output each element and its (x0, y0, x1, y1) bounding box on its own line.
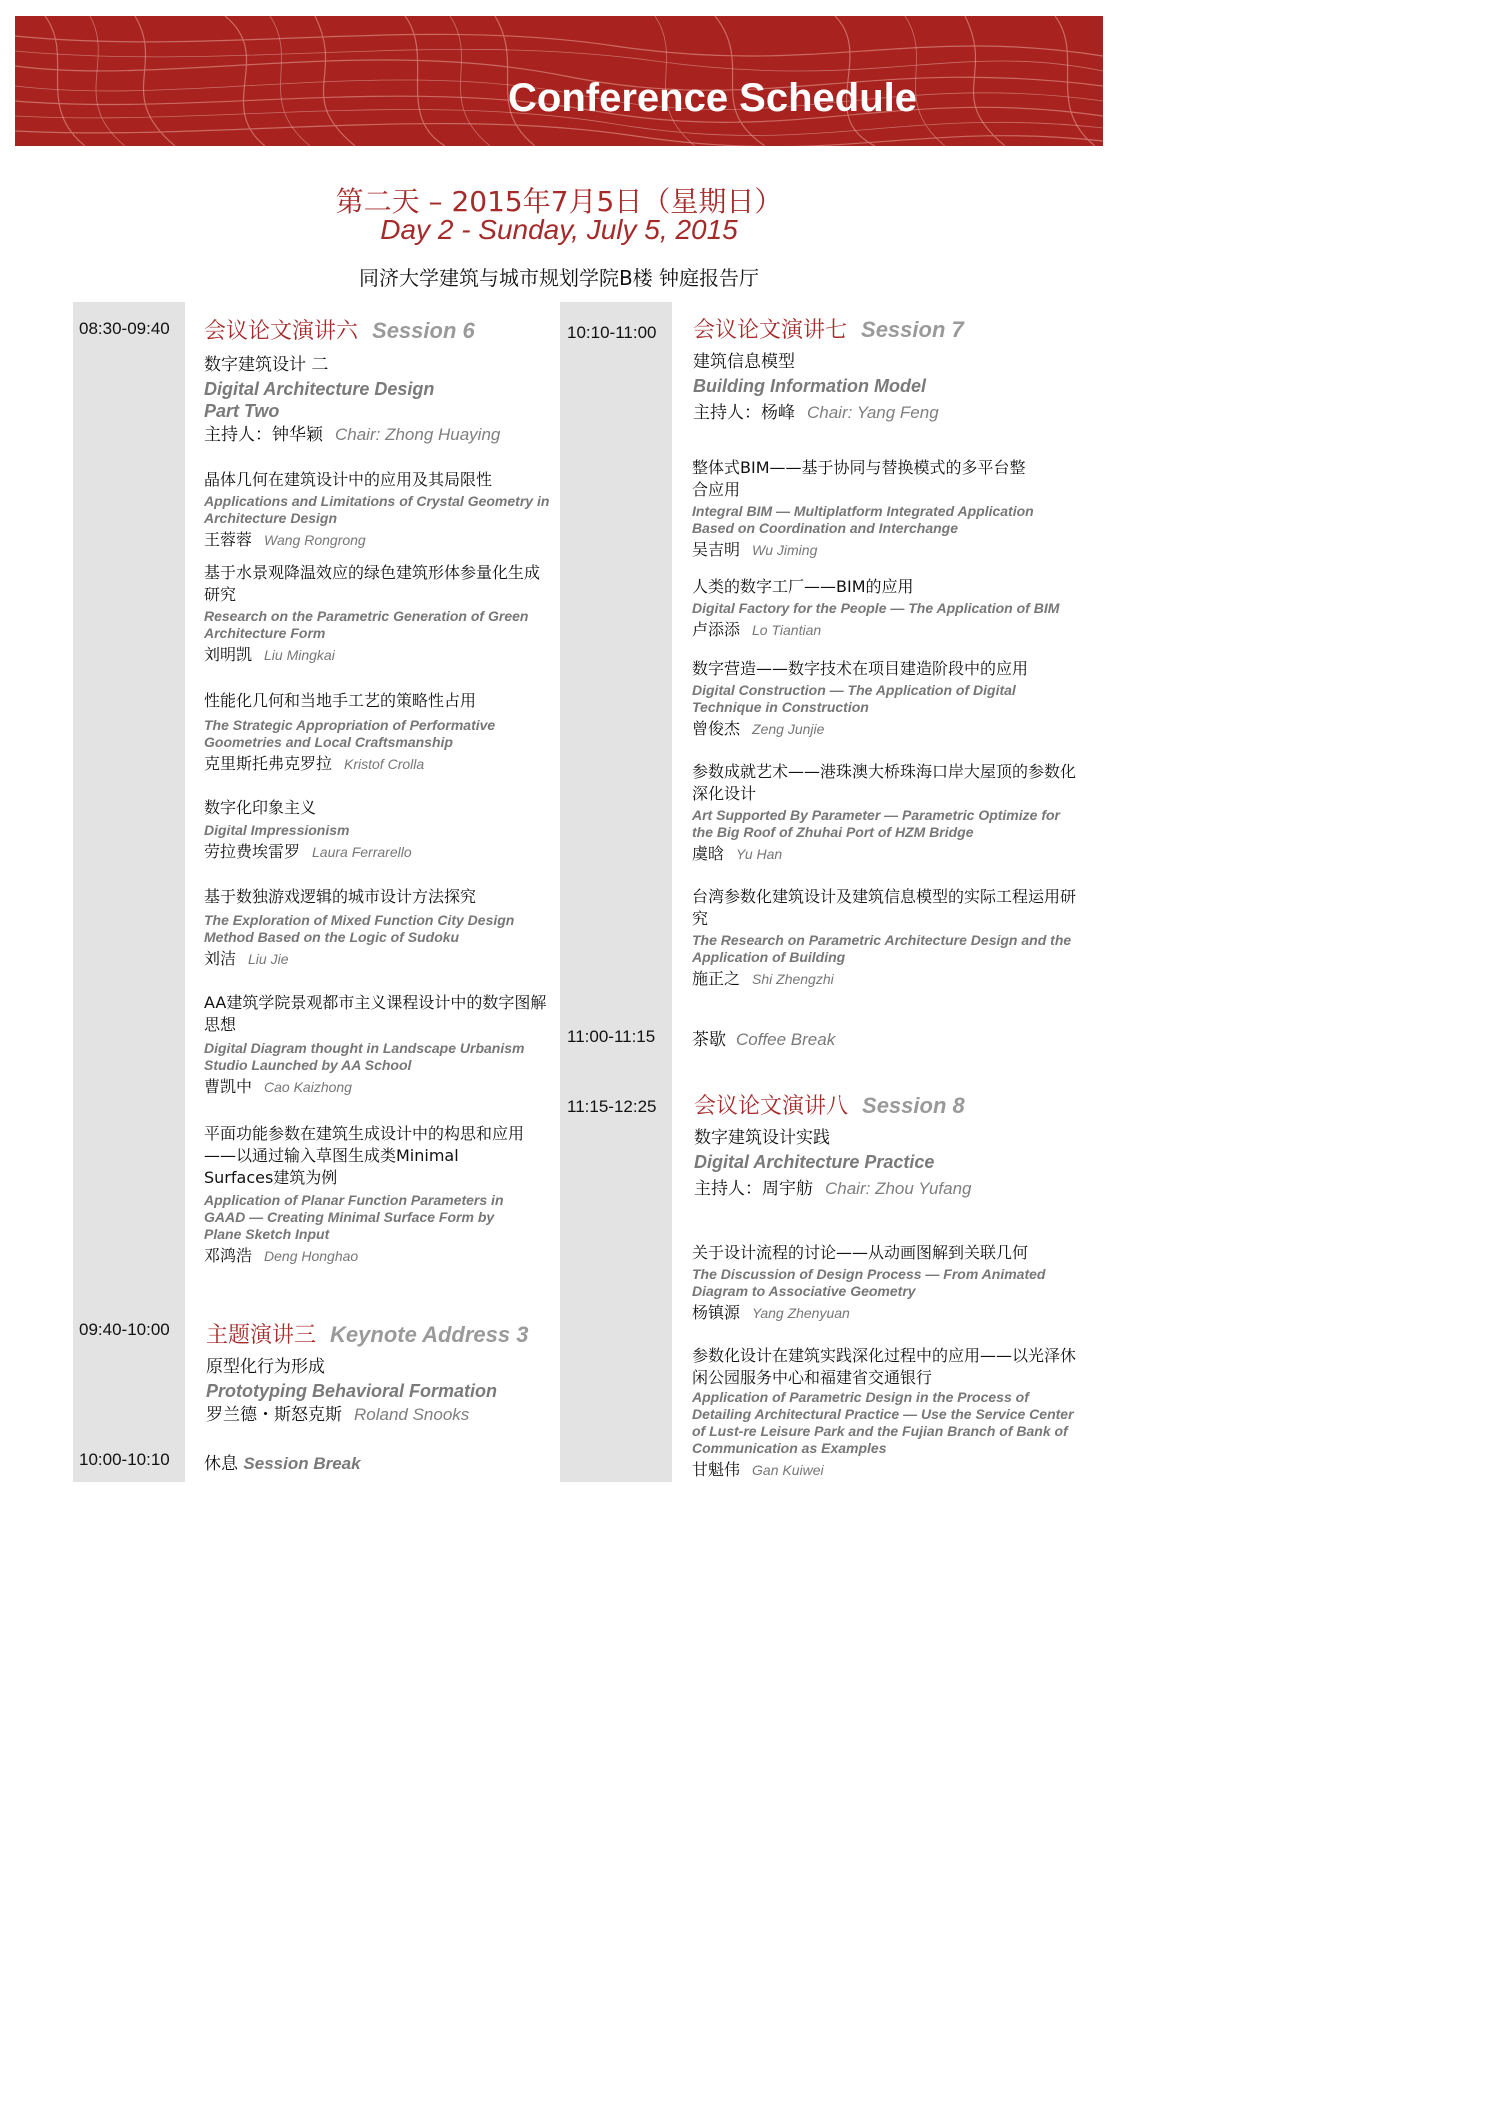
paper-title-cn: 参数化设计在建筑实践深化过程中的应用——以光泽休闲公园服务中心和福建省交通银行 (692, 1346, 1077, 1387)
day-title-cn: 第二天 – 2015年7月5日（星期日） (335, 185, 783, 218)
session-break: 休息 Session Break (204, 1454, 361, 1474)
session-8-chair: 主持人：周宇舫 Chair: Zhou Yufang (694, 1179, 972, 1199)
paper-title-cn: 数字化印象主义 (204, 798, 317, 817)
paper-s6-6 (204, 992, 554, 1098)
paper-author: 克里斯托弗克罗拉 Kristof Crolla (204, 754, 425, 773)
paper-title-cn: 基于数独游戏逻辑的城市设计方法探究 (204, 887, 477, 906)
session-8-topic-cn: 数字建筑设计实践 (694, 1128, 830, 1148)
paper-s7-1 (692, 457, 1037, 561)
day-title-en: Day 2 - Sunday, July 5, 2015 (380, 214, 738, 245)
paper-title-cn: 人类的数字工厂——BIM的应用 (692, 577, 914, 596)
paper-title-en: Integral BIM — Multiplatform Integrated Application Based on Coordination and Interchange (692, 503, 1034, 536)
session-6-topic-cn: 数字建筑设计 二 (204, 355, 329, 375)
paper-title-en: The Discussion of Design Process — From Animated Diagram to Associative Geometry (692, 1266, 1046, 1299)
paper-author: 刘洁 Liu Jie (204, 949, 289, 968)
session-7-topic-en: Building Information Model (693, 376, 926, 396)
paper-title-en: Application of Parametric Design in the Process of Detailing Architectural Practice — Use the Service Center of Lust-re Leisure Park and the Fujian Branch of Bank of Communication as Examples (692, 1389, 1074, 1456)
paper-author: 曾俊杰 Zeng Junjie (692, 719, 825, 738)
session-6-chair: 主持人：钟华颖 Chair: Zhong Huaying (204, 425, 501, 445)
paper-title-en: Digital Diagram thought in Landscape Urbanism Studio Launched by AA School (204, 1040, 525, 1073)
paper-author: 邓鸿浩 Deng Honghao (204, 1246, 359, 1265)
time-session-7: 10:10-11:00 (567, 323, 657, 342)
paper-s8-1 (692, 1242, 1084, 1324)
header-banner (15, 16, 1103, 146)
paper-s8-2 (692, 1345, 1084, 1481)
time-coffee-break: 11:00-11:15 (567, 1027, 656, 1046)
paper-title-en: Research on the Parametric Generation of Green Architecture Form (204, 608, 529, 641)
keynote-3-speaker: 罗兰德・斯怒克斯 Roland Snooks (206, 1405, 470, 1425)
keynote-3 (206, 1320, 556, 1428)
paper-title-en: The Strategic Appropriation of Performative Goometries and Local Craftsmanship (204, 717, 496, 750)
session-6-title: 会议论文演讲六 Session 6 (204, 318, 475, 344)
paper-title-en: Applications and Limitations of Crystal Geometry in Architecture Design (204, 493, 550, 526)
paper-s6-2 (204, 562, 554, 666)
session-6 (204, 316, 556, 448)
paper-title-en: Digital Impressionism (204, 822, 350, 838)
paper-author: 卢添添 Lo Tiantian (692, 620, 822, 639)
paper-title-cn: 台湾参数化建筑设计及建筑信息模型的实际工程运用研究 (692, 887, 1077, 928)
paper-s7-3 (692, 658, 1087, 740)
paper-title-en: The Research on Parametric Architecture Design and the Application of Building (692, 932, 1072, 965)
paper-author: 劳拉费埃雷罗 Laura Ferrarello (204, 842, 412, 861)
coffee-break: 茶歇 Coffee Break (692, 1030, 836, 1050)
paper-author: 杨镇源 Yang Zhenyuan (692, 1303, 850, 1322)
session-7 (693, 315, 1083, 426)
paper-s7-2 (692, 576, 1087, 641)
time-session-8: 11:15-12:25 (567, 1097, 657, 1116)
paper-title-cn: 关于设计流程的讨论——从动画图解到关联几何 (692, 1243, 1029, 1262)
session-8-title: 会议论文演讲八 Session 8 (694, 1093, 965, 1119)
paper-author: 虞晗 Yu Han (692, 844, 783, 863)
session-6-topic-en: Digital Architecture Design Part Two (204, 379, 435, 421)
paper-s6-1 (204, 469, 554, 551)
paper-s6-7 (204, 1123, 526, 1267)
paper-s7-5 (692, 886, 1084, 990)
paper-s7-4 (692, 761, 1084, 865)
paper-title-en: Art Supported By Parameter — Parametric Optimize for the Big Roof of Zhuhai Port of HZM Bridge (692, 807, 1060, 840)
paper-s6-3 (204, 690, 554, 775)
paper-title-cn: 平面功能参数在建筑生成设计中的构思和应用——以通过输入草图生成类Minimal Surfaces建筑为例 (204, 1124, 525, 1187)
paper-title-cn: 整体式BIM——基于协同与替换模式的多平台整合应用 (692, 458, 1026, 499)
paper-title-cn: 数字营造——数字技术在项目建造阶段中的应用 (692, 659, 1029, 678)
paper-title-cn: 参数成就艺术——港珠澳大桥珠海口岸大屋顶的参数化深化设计 (692, 762, 1077, 803)
paper-author: 王蓉蓉 Wang Rongrong (204, 530, 366, 549)
banner-title: Conference Schedule (508, 76, 918, 120)
paper-title-en: The Exploration of Mixed Function City Design Method Based on the Logic of Sudoku (204, 912, 515, 945)
session-7-title: 会议论文演讲七 Session 7 (693, 317, 964, 343)
paper-author: 施正之 Shi Zhengzhi (692, 969, 834, 988)
session-8 (694, 1091, 1084, 1202)
keynote-3-topic-cn: 原型化行为形成 (206, 1357, 325, 1377)
time-session-6: 08:30-09:40 (79, 319, 170, 338)
paper-s6-4 (204, 797, 554, 863)
session-7-topic-cn: 建筑信息模型 (693, 352, 795, 372)
paper-title-cn: 性能化几何和当地手工艺的策略性占用 (204, 691, 477, 710)
paper-title-en: Application of Planar Function Parameters in GAAD — Creating Minimal Surface Form by Plane Sketch Input (204, 1192, 504, 1242)
keynote-3-topic-en: Prototyping Behavioral Formation (206, 1381, 498, 1401)
venue: 同济大学建筑与城市规划学院B楼 钟庭报告厅 (358, 266, 760, 290)
time-keynote-3: 09:40-10:00 (79, 1320, 170, 1339)
time-session-break: 10:00-10:10 (79, 1450, 170, 1469)
paper-s6-5 (204, 886, 554, 970)
right-time-column (560, 302, 672, 1482)
paper-title-cn: 晶体几何在建筑设计中的应用及其局限性 (204, 470, 493, 489)
paper-title-en: Digital Factory for the People — The Application of BIM (692, 600, 1060, 616)
paper-author: 甘魁伟 Gan Kuiwei (692, 1460, 824, 1479)
left-time-column (73, 302, 185, 1482)
paper-author: 刘明凯 Liu Mingkai (204, 645, 335, 664)
paper-author: 吴吉明 Wu Jiming (692, 540, 818, 559)
paper-author: 曹凯中 Cao Kaizhong (204, 1077, 352, 1096)
paper-title-en: Digital Construction — The Application of Digital Technique in Construction (692, 682, 1016, 715)
session-7-chair: 主持人：杨峰 Chair: Yang Feng (693, 403, 939, 423)
paper-title-cn: AA建筑学院景观都市主义课程设计中的数字图解思想 (204, 993, 547, 1034)
keynote-3-title: 主题演讲三 Keynote Address 3 (206, 1322, 529, 1348)
paper-title-cn: 基于水景观降温效应的绿色建筑形体参量化生成研究 (204, 563, 541, 604)
session-8-topic-en: Digital Architecture Practice (694, 1152, 935, 1172)
